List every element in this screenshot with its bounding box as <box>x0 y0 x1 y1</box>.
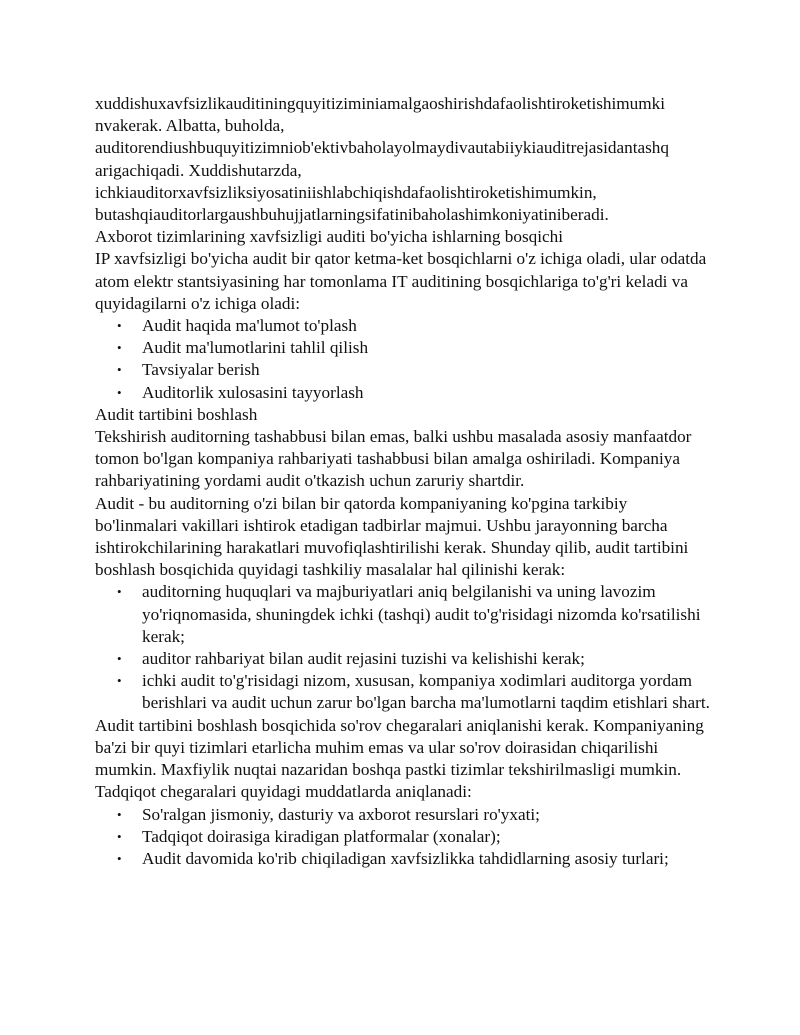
list-item: • Tavsiyalar berish <box>142 359 710 381</box>
list-item: • Audit ma'lumotlarini tahlil qilish <box>142 337 710 359</box>
organizational-issues-list <box>95 581 710 714</box>
intro-line: xuddishuxavfsizlikauditiningquyitiziminiamalgaoshirishdafaolishtiroketishimumki <box>95 94 665 113</box>
paragraph-survey-bounds: Audit tartibini boshlash bosqichida so'rov chegaralari aniqlanishi kerak. Kompaniyaning ba'zi bir quyi tizimlari etarlicha muhim emas va ular so'rov doirasidan chiqarilishi mumkin. Maxfiylik nuqtai nazaridan boshqa pastki tizimlar tekshirilmasligi mumkin. <box>95 715 704 780</box>
paragraph-research-bounds: Tadqiqot chegaralari quyidagi muddatlarda aniqlanadi: <box>95 782 472 802</box>
intro-line: arigachiqadi. Xuddishutarzda, <box>95 160 302 180</box>
intro-line: auditorendiushbuquyitizimniob'ektivbaholayolmaydivautabiiykiauditrejasidantashq <box>95 138 669 158</box>
list-item: • auditorning huquqlari va majburiyatlari aniq belgilanishi va uning lavozim yo'riqnomasida, shuningdek ichki (tashqi) audit to'g'risidagi nizomda ko'rsatilishi kerak; <box>142 581 710 648</box>
intro-line: nvakerak. Albatta, buholda, <box>95 116 285 136</box>
list-item: • auditor rahbariyat bilan audit rejasini tuzishi va kelishishi kerak; <box>142 648 710 670</box>
intro-line: butashqiauditorlargaushbuhujjatlarningsifatinibaholashimkoniyatiniberadi. <box>95 205 609 225</box>
list-item: • ichki audit to'g'risidagi nizom, xususan, kompaniya xodimlari auditorga yordam berishlari va audit uchun zarur bo'lgan barcha ma'lumotlarni taqdim etishlari shart. <box>142 670 710 714</box>
intro-line: ichkiauditorxavfsizliksiyosatiniishlabchiqishdafaolishtiroketishimumkin, <box>95 182 597 202</box>
paragraph-audit-initiative: Tekshirish auditorning tashabbusi bilan emas, balki ushbu masalada asosiy manfaatdor tomon bo'lgan kompaniya rahbariyati tashabbusi bilan amalga oshiriladi. Kompaniya rahbariyatining yordami audit o'tkazish uchun zaruriy shartdir. <box>95 427 692 491</box>
research-bounds-list <box>95 804 710 871</box>
paragraph-audit-stages: IP xavfsizligi bo'yicha audit bir qator ketma-ket bosqichlarni o'z ichiga oladi, ular odatda atom elektr stantsiyasining har tomonlama IT auditining bosqichlariga to'g'ri keladi va quyidagilarni o'z ichiga oladi: <box>95 249 707 313</box>
list-item: • Tadqiqot doirasiga kiradigan platformalar (xonalar); <box>142 826 710 848</box>
paragraph-audit-definition: Audit - bu auditorning o'zi bilan bir qatorda kompaniyaning ko'pgina tarkibiy bo'linmalari vakillari ishtirok etadigan tadbirlar majmui. Ushbu jarayonning barcha ishtirokchilarining harakatlari muvofiqlashtirilishi kerak. Shunday qilib, audit tartibini boshlash bosqichida quyidagi tashkiliy masalalar hal qilinishi kerak: <box>95 493 689 580</box>
heading-audit-start: Audit tartibini boshlash <box>95 404 258 424</box>
list-item: • So'ralgan jismoniy, dasturiy va axborot resurslari ro'yxati; <box>142 804 710 826</box>
stages-list <box>95 315 710 404</box>
list-item: • Auditorlik xulosasini tayyorlash <box>142 382 710 404</box>
intro-block <box>95 93 710 226</box>
list-item: • Audit davomida ko'rib chiqiladigan xavfsizlikka tahdidlarning asosiy turlari; <box>142 848 710 870</box>
heading-audit-stages: Axborot tizimlarining xavfsizligi auditi bo'yicha ishlarning bosqichi <box>95 227 564 247</box>
list-item: • Audit haqida ma'lumot to'plash <box>142 315 710 337</box>
